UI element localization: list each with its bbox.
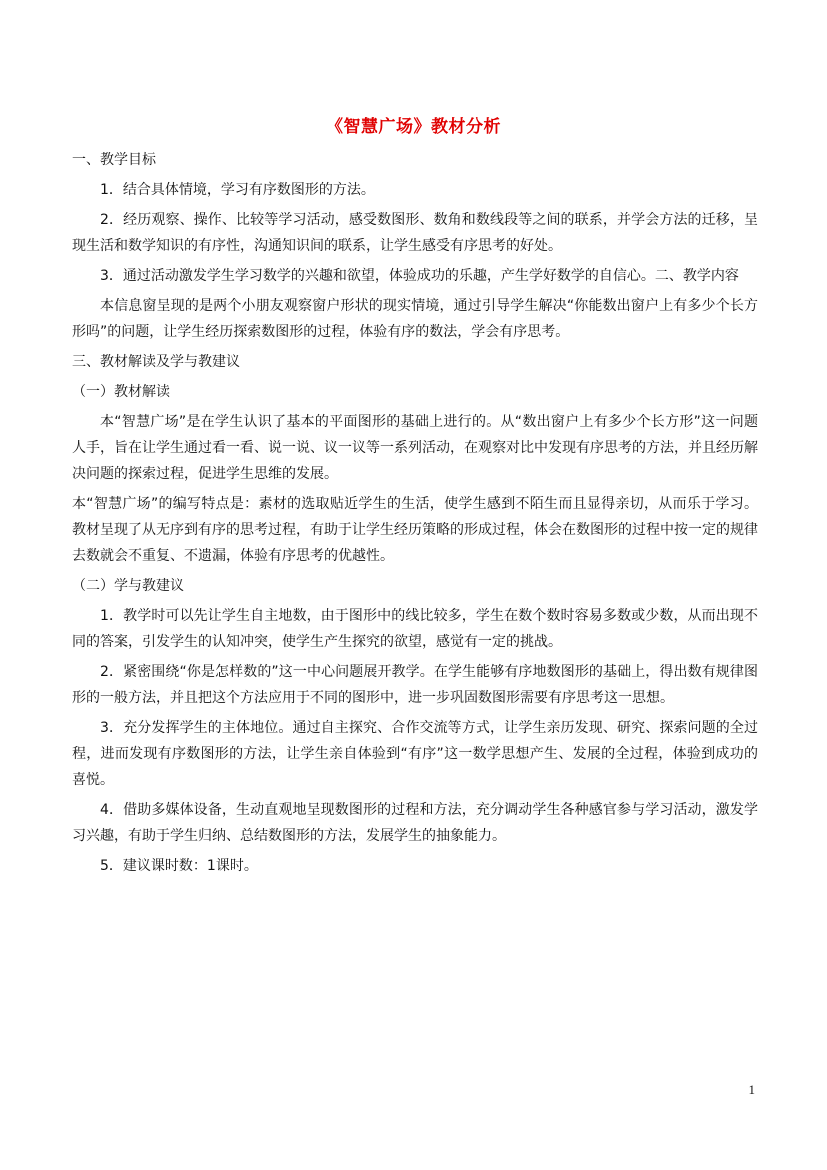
section-heading-interpretation: 三、教材解读及学与教建议 bbox=[72, 354, 240, 370]
suggestion-item-2: 2．紧密围绕“你是怎样数的”这一中心问题展开教学。在学生能够有序地数图形的基础上，得出数有规律图形的一般方法，并且把这个方法应用于不同的图形中，进一步巩固数图形需要有序思考这一思想。 bbox=[72, 664, 758, 706]
document-title: 《智慧广场》教材分析 bbox=[326, 117, 501, 137]
section-heading-objectives: 一、教学目标 bbox=[72, 152, 156, 168]
subsection-heading-suggestions: （二）学与教建议 bbox=[72, 578, 184, 594]
subsection-heading-interpretation: （一）教材解读 bbox=[72, 384, 170, 400]
page-number: 1 bbox=[748, 1082, 755, 1097]
interpretation-paragraph-1: 本“智慧广场”是在学生认识了基本的平面图形的基础上进行的。从“数出窗户上有多少个长方形”这一问题人手，旨在让学生通过看一看、说一说、议一议等一系列活动，在观察对比中发现有序思考的方法，并且经历解决问题的探索过程，促进学生思维的发展。 bbox=[72, 414, 758, 482]
objective-item-2: 2．经历观察、操作、比较等学习活动，感受数图形、数角和数线段等之间的联系，并学会方法的迁移，呈现生活和数学知识的有序性，沟通知识间的联系，让学生感受有序思考的好处。 bbox=[72, 212, 758, 254]
suggestion-item-5: 5．建议课时数：1课时。 bbox=[100, 858, 258, 874]
suggestion-item-1: 1．教学时可以先让学生自主地数，由于图形中的线比较多，学生在数个数时容易多数或少数，从而出现不同的答案，引发学生的认知冲突，使学生产生探究的欲望，感觉有一定的挑战。 bbox=[72, 608, 758, 650]
document-body bbox=[72, 147, 758, 883]
objective-item-1: 1．结合具体情境，学习有序数图形的方法。 bbox=[100, 182, 375, 198]
interpretation-paragraph-2: 本“智慧广场”的编写特点是：素材的选取贴近学生的生活，使学生感到不陌生而且显得亲切，从而乐于学习。教材呈现了从无序到有序的思考过程，有助于让学生经历策略的形成过程，体会在数图形的过程中按一定的规律去数就会不重复、不遗漏，体验有序思考的优越性。 bbox=[72, 496, 758, 564]
objective-item-3: 3．通过活动激发学生学习数学的兴趣和欲望，体验成功的乐趣，产生学好数学的自信心。二、教学内容 bbox=[100, 268, 739, 284]
suggestion-item-3: 3．充分发挥学生的主体地位。通过自主探究、合作交流等方式，让学生亲历发现、研究、探索问题的全过程，进而发现有序数图形的方法，让学生亲自体验到“有序”这一数学思想产生、发展的全过程，体验到成功的喜悦。 bbox=[72, 720, 758, 788]
suggestion-item-4: 4．借助多媒体设备，生动直观地呈现数图形的过程和方法，充分调动学生各种感官参与学习活动，激发学习兴趣，有助于学生归纳、总结数图形的方法，发展学生的抽象能力。 bbox=[72, 802, 758, 844]
teaching-content-paragraph: 本信息窗呈现的是两个小朋友观察窗户形状的现实情境，通过引导学生解决“你能数出窗户上有多少个长方形吗”的问题，让学生经历探索数图形的过程，体验有序的数法，学会有序思考。 bbox=[72, 298, 758, 340]
